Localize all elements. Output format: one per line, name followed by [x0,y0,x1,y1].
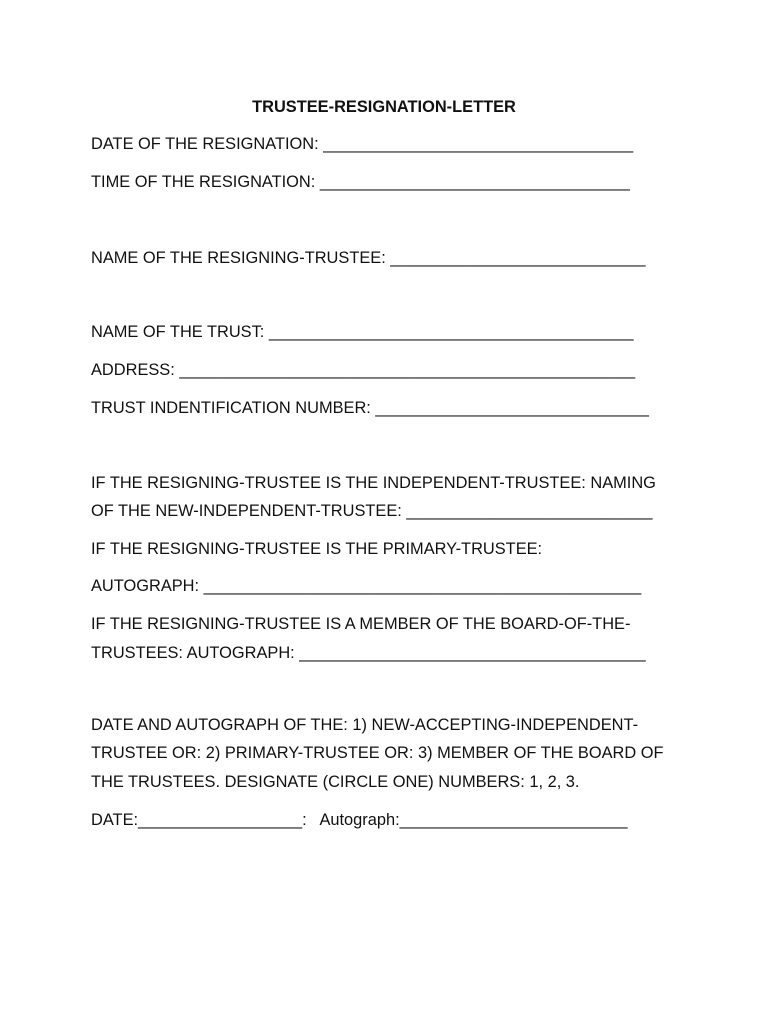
trust-id-line: TRUST INDENTIFICATION NUMBER: ______________________________ [91,399,649,417]
board-member-line-1: IF THE RESIGNING-TRUSTEE IS A MEMBER OF THE BOARD-OF-THE- [91,615,631,633]
document-title: TRUSTEE-RESIGNATION-LETTER [252,98,516,116]
resignation-time-line: TIME OF THE RESIGNATION: __________________________________ [91,173,630,191]
primary-trustee-line: IF THE RESIGNING-TRUSTEE IS THE PRIMARY-TRUSTEE: [91,540,543,558]
accepting-trustee-line-3: THE TRUSTEES. DESIGNATE (CIRCLE ONE) NUMBERS: 1, 2, 3. [91,773,580,791]
autograph-line: AUTOGRAPH: ________________________________________________ [91,577,642,595]
address-line: ADDRESS: __________________________________________________ [91,361,636,379]
independent-trustee-line-1: IF THE RESIGNING-TRUSTEE IS THE INDEPENDENT-TRUSTEE: NAMING [91,474,656,492]
date-autograph-line: DATE:__________________: Autograph:_________________________ [91,811,628,829]
resignation-date-line: DATE OF THE RESIGNATION: __________________________________ [91,135,634,153]
independent-trustee-line-2: OF THE NEW-INDEPENDENT-TRUSTEE: ___________________________ [91,502,653,520]
board-member-line-2: TRUSTEES: AUTOGRAPH: ______________________________________ [91,644,646,662]
resigning-trustee-name-line: NAME OF THE RESIGNING-TRUSTEE: ____________________________ [91,249,646,267]
accepting-trustee-line-1: DATE AND AUTOGRAPH OF THE: 1) NEW-ACCEPTING-INDEPENDENT- [91,716,639,734]
accepting-trustee-line-2: TRUSTEE OR: 2) PRIMARY-TRUSTEE OR: 3) MEMBER OF THE BOARD OF [91,744,664,762]
trust-name-line: NAME OF THE TRUST: ________________________________________ [91,323,634,341]
